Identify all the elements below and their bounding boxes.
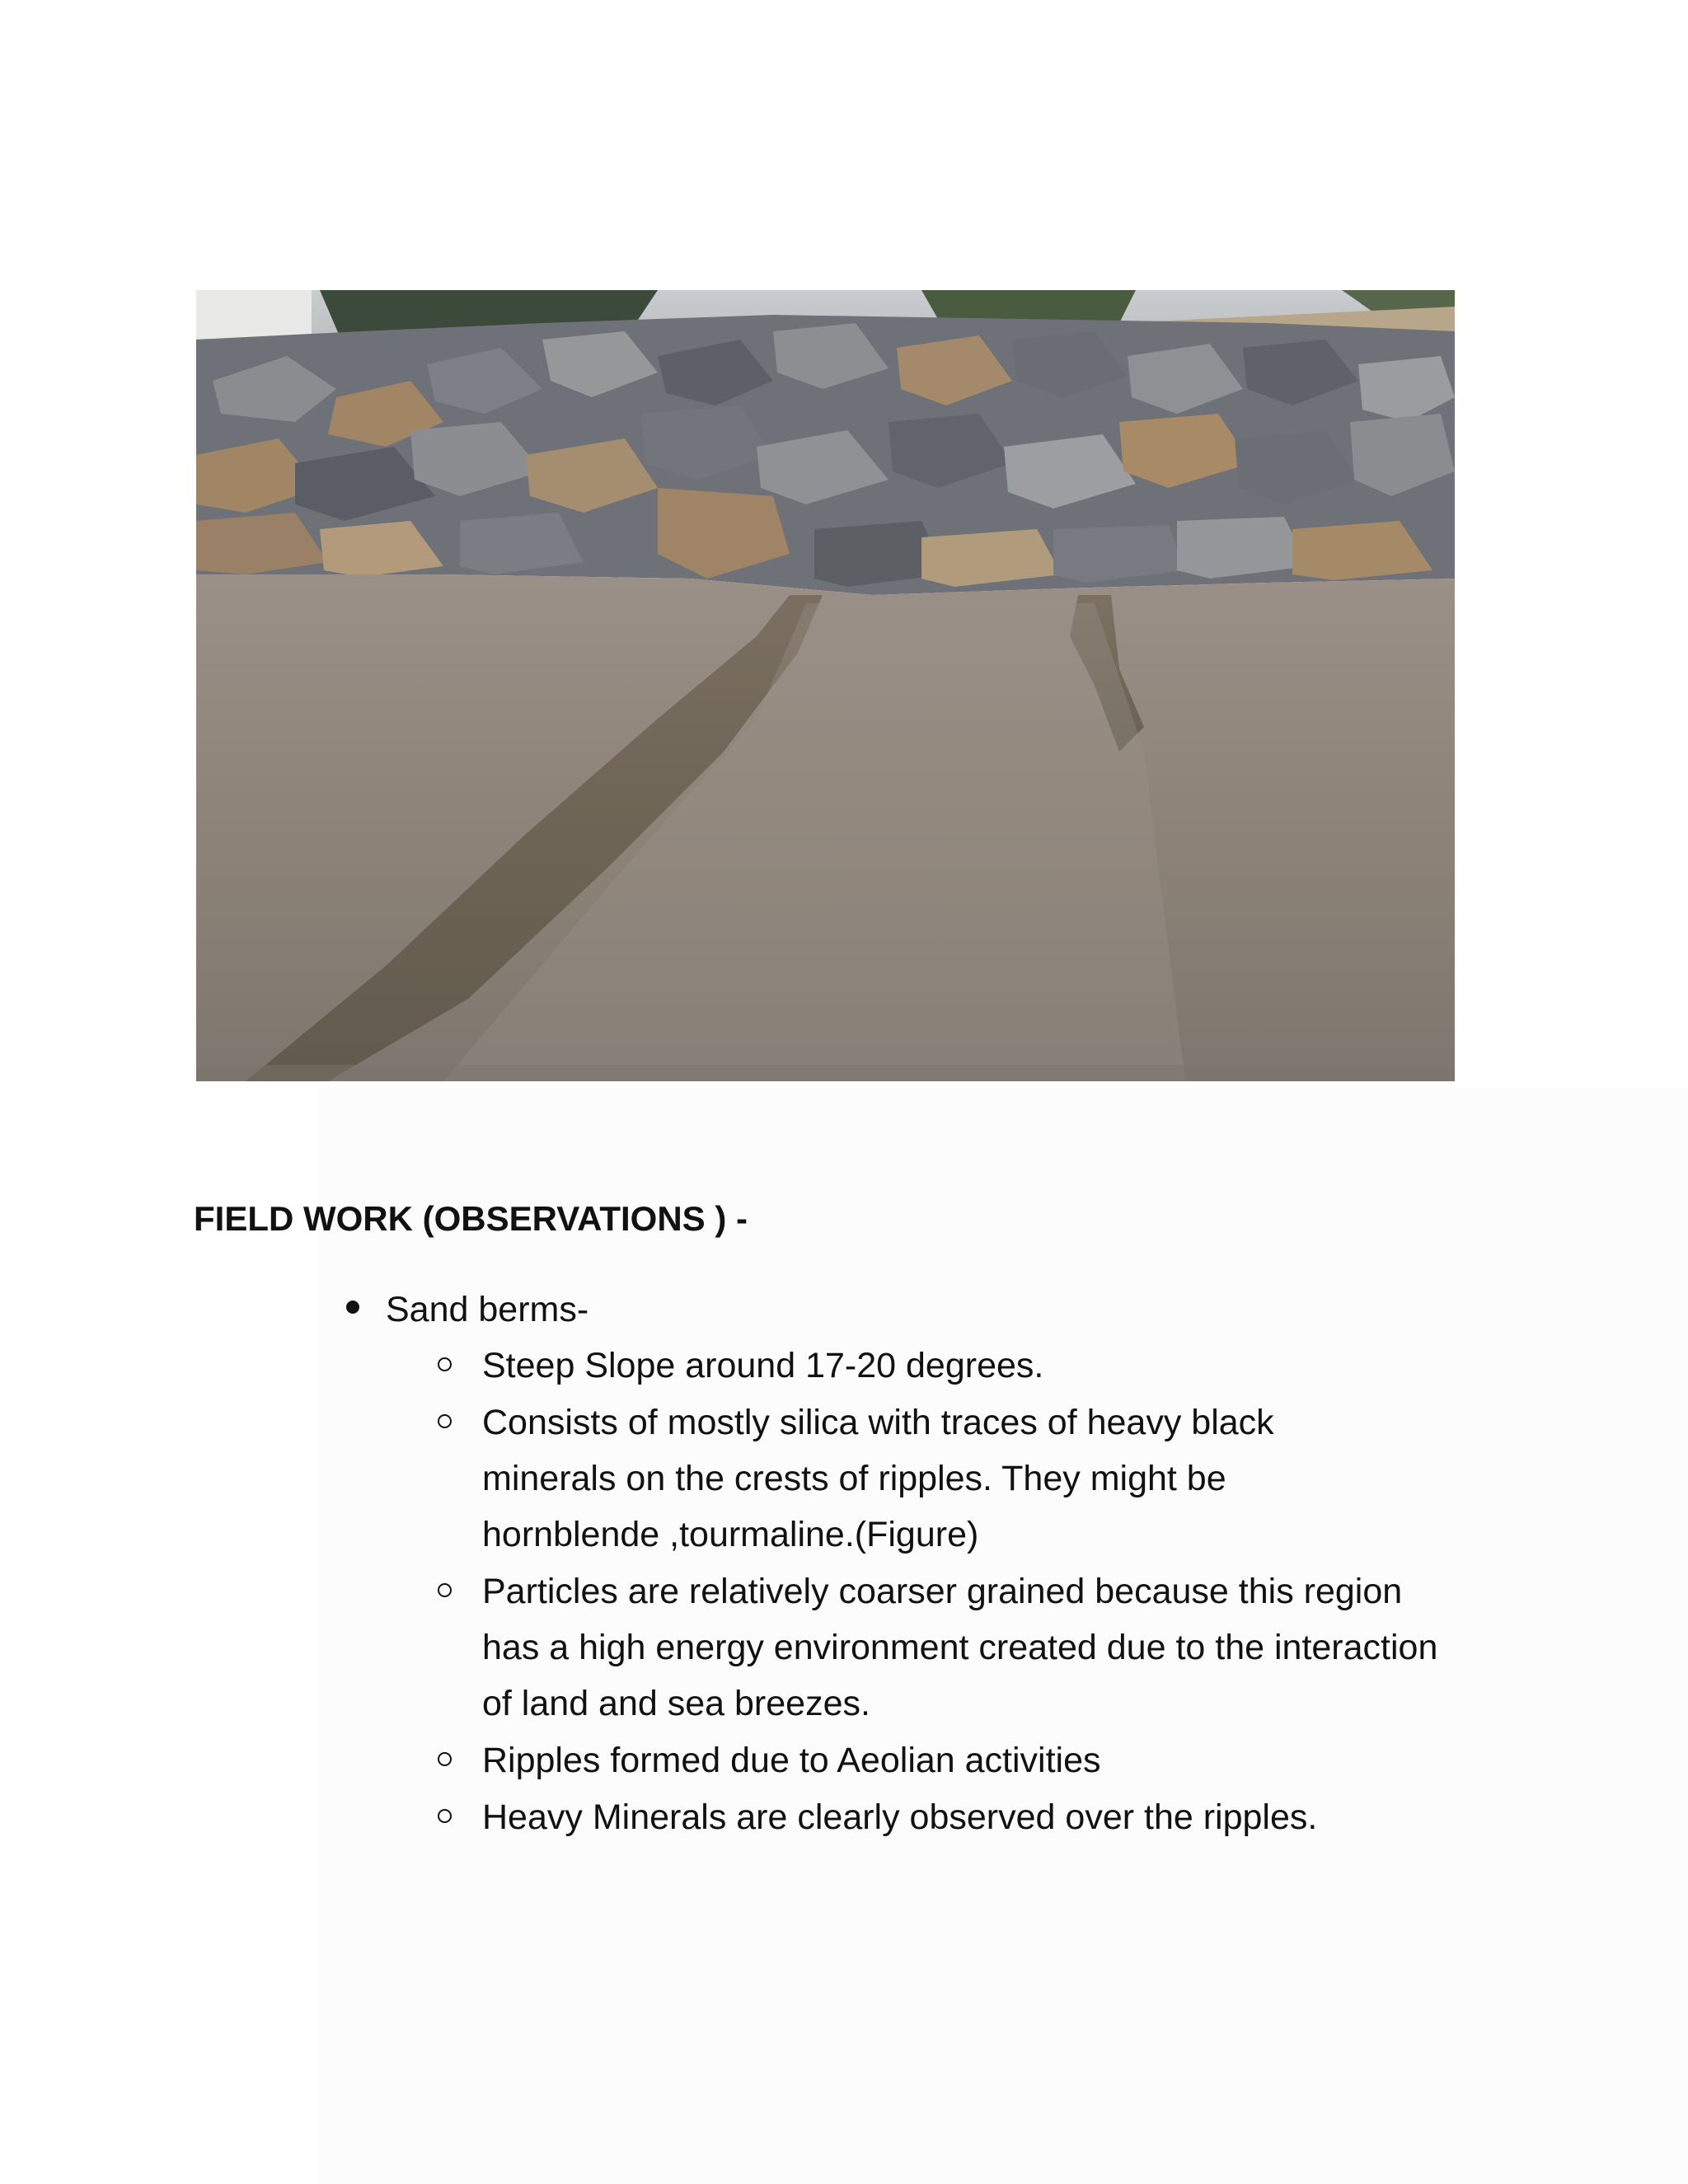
sub-item-minerals: Consists of mostly silica with traces of heavy black minerals on the crests of ripples. They might be hornblende ,tourmaline.(Figure) [482,1403,1274,1554]
sub-item-particles: Particles are relatively coarser grained because this region has a high energy environment created due to the interaction of land and sea breezes. [482,1572,1438,1723]
field-photo [196,290,1455,1081]
sub-item-slope: Steep Slope around 17-20 degrees. [482,1346,1044,1385]
bullet-circle-icon [438,1809,452,1823]
list-item-sand-berms: Sand berms- [386,1290,589,1329]
bullet-circle-icon [438,1414,452,1428]
section-heading: FIELD WORK (OBSERVATIONS ) - [194,1199,748,1238]
sub-item-heavy-minerals: Heavy Minerals are clearly observed over the ripples. [482,1797,1318,1837]
photo-beach-rocks-icon [196,290,1455,1081]
bullet-disc-icon [346,1301,359,1314]
bullet-circle-icon [438,1752,452,1766]
bullet-circle-icon [438,1357,452,1371]
bullet-circle-icon [438,1583,452,1597]
sub-item-ripples: Ripples formed due to Aeolian activities [482,1741,1101,1780]
